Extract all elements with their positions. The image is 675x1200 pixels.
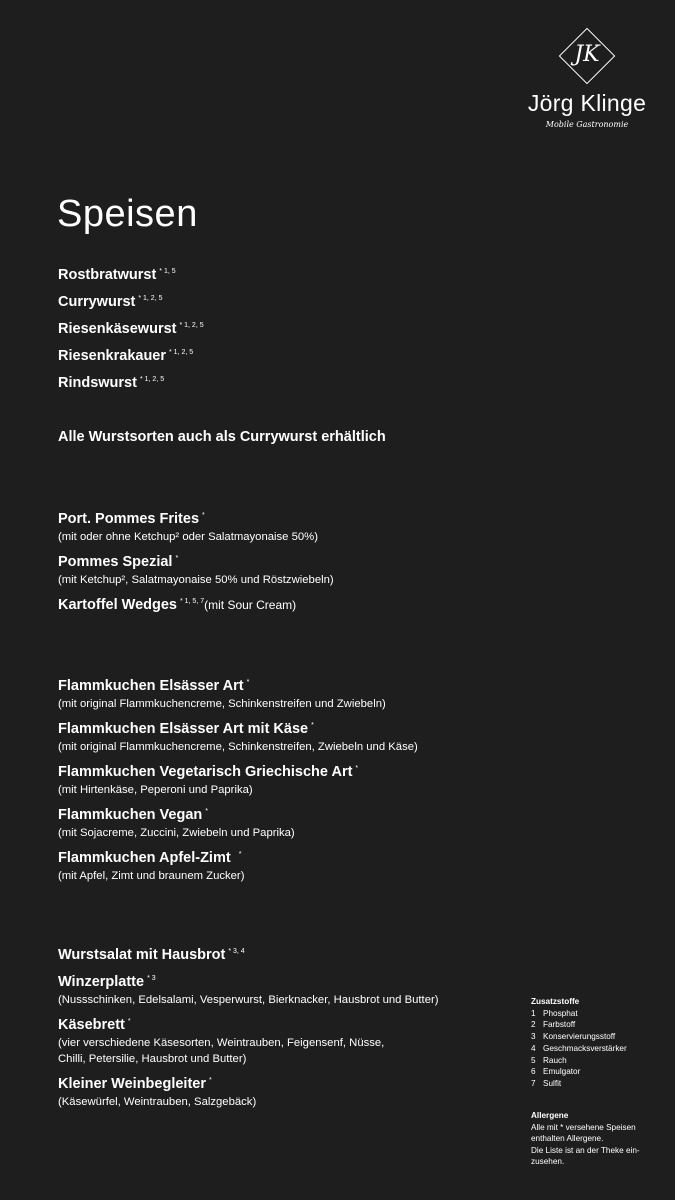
menu-item: [58, 850, 241, 866]
brand-name: Jörg Klinge: [527, 90, 647, 116]
menu-item: [58, 267, 176, 283]
item-additives: *: [355, 765, 359, 772]
item-additives: *: [205, 808, 208, 815]
legend-item: [531, 1055, 666, 1067]
item-name: Flammkuchen Apfel-Zimt: [58, 850, 231, 866]
item-name: Riesenkäsewurst: [58, 321, 177, 337]
item-name: Flammkuchen Elsässer Art mit Käse: [58, 721, 309, 737]
legend-label: Sulfit: [543, 1078, 562, 1088]
item-name: Käsebrett: [58, 1017, 125, 1033]
menu-item: [58, 764, 358, 780]
menu-item: [58, 597, 296, 613]
menu-item: [58, 511, 205, 527]
menu-item: [58, 678, 249, 694]
legend-item: [531, 1043, 666, 1055]
menu-item: [58, 348, 193, 364]
item-name: Rostbratwurst: [58, 267, 157, 283]
legend-label: Phosphat: [543, 1008, 578, 1018]
item-name: Wurstsalat mit Hausbrot: [58, 947, 226, 963]
menu-item: [58, 807, 208, 823]
menu-item: [58, 947, 245, 963]
legend-label: Farbstoff: [543, 1020, 576, 1030]
menu-item: [58, 294, 163, 310]
item-description: (mit Ketchup², Salatmayonaise 50% und Röstzwiebeln): [58, 574, 334, 586]
legend-heading: Zusatzstoffe: [531, 997, 580, 1006]
item-description: (mit Sojacreme, Zuccini, Zwiebeln und Paprika): [58, 827, 295, 839]
item-name: Pommes Spezial: [58, 554, 173, 570]
item-additives: * 1, 2, 5: [169, 349, 194, 356]
item-additives: *: [127, 1018, 131, 1025]
item-note: (mit Sour Cream): [204, 598, 297, 612]
item-name: Flammkuchen Vegetarisch Griechische Art: [58, 764, 353, 780]
legend-number: 2: [531, 1020, 536, 1030]
menu-item: [58, 974, 156, 990]
legend-item: [531, 1066, 666, 1078]
item-description: (mit Hirtenkäse, Peperoni und Paprika): [58, 784, 253, 796]
item-name: Riesenkrakauer: [58, 348, 167, 364]
legend-item: [531, 1008, 666, 1020]
menu-item: [58, 721, 314, 737]
legend-number: 1: [531, 1008, 536, 1018]
item-additives: * 1, 5, 7: [179, 598, 205, 605]
item-additives: *: [175, 555, 179, 562]
brand-tagline: Mobile Gastronomie: [545, 120, 629, 129]
legend-number: 3: [531, 1032, 536, 1042]
item-description: (Käsewürfel, Weintrauben, Salzgebäck): [58, 1096, 257, 1108]
item-description: (Nussschinken, Edelsalami, Vesperwurst, Bierknacker, Hausbrot und Butter): [58, 994, 439, 1006]
legend-item: [531, 1078, 666, 1090]
menu-item: [58, 1017, 131, 1033]
item-additives: * 1, 2, 5: [179, 322, 204, 329]
legend-number: 6: [531, 1067, 536, 1077]
item-additives: * 1, 5: [159, 268, 176, 275]
menu-item: [58, 321, 204, 337]
allergen-note: [531, 1110, 666, 1168]
legend-label: Geschmacksverstärker: [543, 1043, 627, 1053]
legend-number: 7: [531, 1078, 536, 1088]
item-additives: * 1, 2, 5: [139, 376, 165, 383]
item-description: (mit original Flammkuchencreme, Schinkenstreifen, Zwiebeln und Käse): [58, 741, 418, 753]
legend-item: [531, 1019, 666, 1031]
item-additives: *: [311, 722, 314, 729]
item-description: Chilli, Petersilie, Hausbrot und Butter): [58, 1053, 247, 1065]
allergen-line: Die Liste ist an der Theke ein-: [531, 1145, 640, 1155]
item-name: Flammkuchen Elsässer Art: [58, 678, 244, 694]
item-additives: *: [238, 851, 242, 858]
logo: [527, 28, 647, 129]
item-description: (mit Apfel, Zimt und braunem Zucker): [58, 870, 245, 882]
item-additives: * 3: [147, 975, 156, 982]
allergen-line: enthalten Allergene.: [531, 1134, 604, 1143]
item-additives: * 1, 2, 5: [138, 295, 163, 302]
legend-label: Emulgator: [543, 1067, 581, 1077]
item-name: Flammkuchen Vegan: [58, 807, 203, 823]
menu-item: [58, 375, 164, 391]
menu-item: [58, 554, 178, 570]
additives-legend: [531, 996, 666, 1090]
item-description: (mit original Flammkuchencreme, Schinkenstreifen und Zwiebeln): [58, 698, 386, 710]
item-additives: *: [209, 1077, 212, 1084]
item-additives: *: [202, 512, 205, 519]
sausage-note: Alle Wurstsorten auch als Currywurst erhältlich: [58, 429, 386, 445]
item-name: Kartoffel Wedges: [58, 597, 177, 613]
legend-label: Rauch: [543, 1055, 567, 1065]
item-name: Winzerplatte: [58, 974, 145, 990]
item-name: Kleiner Weinbegleiter: [58, 1076, 206, 1092]
legend-label: Konservierungsstoff: [543, 1032, 616, 1042]
item-name: Rindswurst: [58, 375, 137, 391]
item-name: Port. Pommes Frites: [58, 511, 200, 527]
menu-item: [58, 1076, 212, 1092]
item-additives: *: [246, 679, 250, 686]
page-title: Speisen: [57, 193, 198, 235]
legend-number: 4: [531, 1043, 536, 1053]
item-description: (vier verschiedene Käsesorten, Weintrauben, Feigensenf, Nüsse,: [58, 1037, 385, 1049]
allergen-line: Alle mit * versehene Speisen: [531, 1122, 636, 1132]
item-description: (mit oder ohne Ketchup² oder Salatmayonaise 50%): [58, 531, 318, 543]
item-name: Currywurst: [58, 294, 136, 310]
logo-monogram: JK: [574, 42, 600, 67]
allergen-line: zusehen.: [531, 1157, 565, 1166]
legend-number: 5: [531, 1055, 536, 1065]
allergen-heading: Allergene: [531, 1111, 569, 1120]
legend-item: [531, 1031, 666, 1043]
item-additives: * 3, 4: [228, 948, 245, 955]
logo-emblem: [557, 28, 617, 88]
